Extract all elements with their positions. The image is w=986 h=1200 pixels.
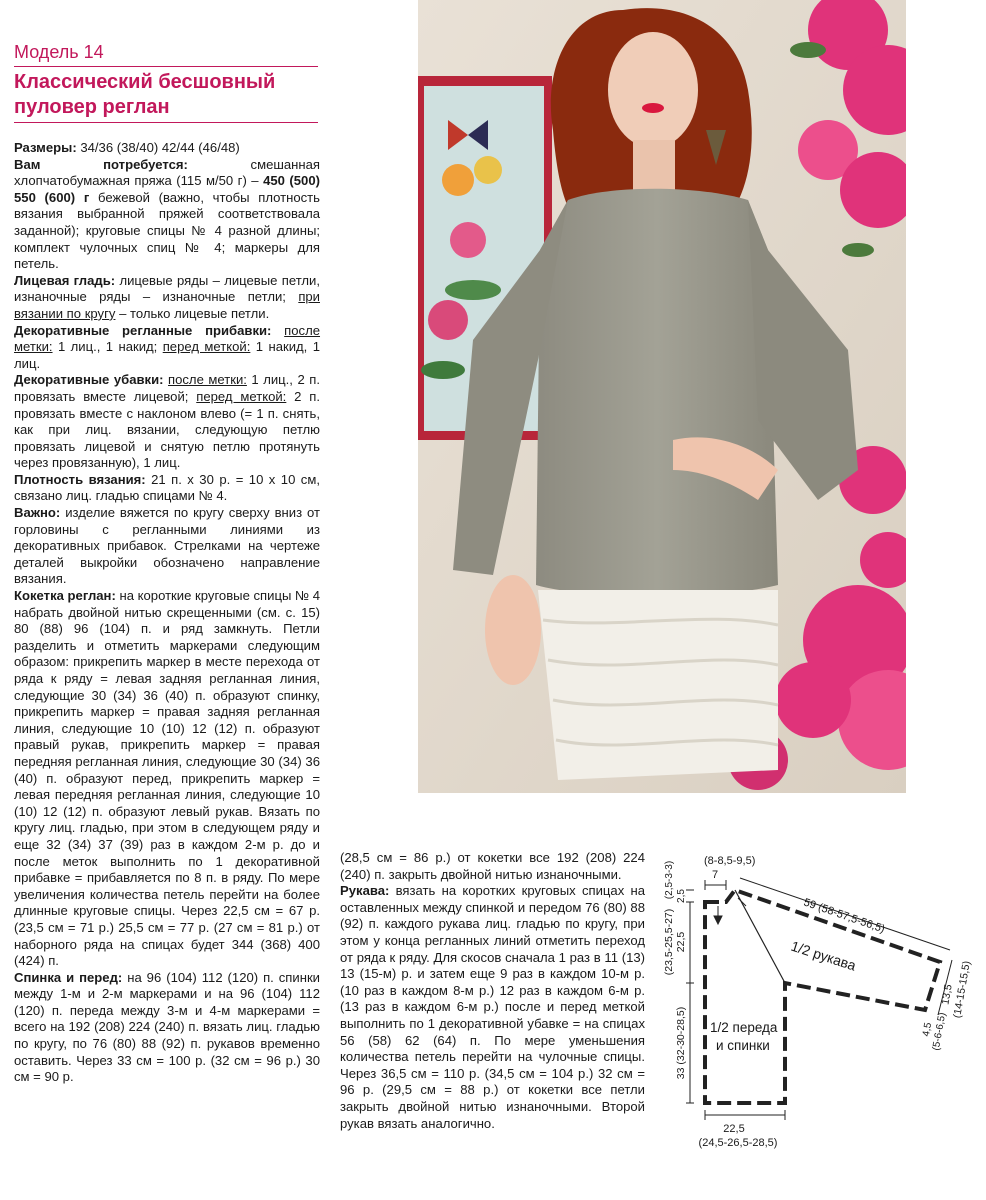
important-value: изделие вяжется по кругу сверху вниз от горловины с регланными линиями из декоративных прибавок. Стрелками на чертеже деталей выкройки обозначено направление вязания.: [14, 505, 320, 587]
decreases-label: Декоративные убавки:: [14, 372, 164, 388]
instructions-column-2: [340, 850, 645, 1132]
sizes-label: Размеры:: [14, 140, 77, 155]
increases-paragraph: [14, 323, 320, 373]
top-depth: 2,5: [676, 889, 687, 903]
gauge-label: Плотность вязания:: [14, 471, 146, 487]
title-line-2: пуловер реглан: [14, 96, 170, 118]
title-line-1: Классический бесшовный: [14, 71, 276, 93]
instructions-column-1: [14, 140, 320, 1086]
neck-width-alt: (8-8,5-9,5): [704, 855, 756, 867]
body-paragraph: [14, 970, 320, 1086]
model-photo-illustration: [418, 0, 906, 793]
body-label-line-2: и спинки: [716, 1038, 770, 1053]
body-value: на 96 (104) 112 (120) п. спинки между 1-м и 2-м маркерами и на 96 (104) 112 (120) п. переда между 3-м и 4-м маркерами = всего на 192 (208) 224 (240) п. вязать лиц. гладью по кругу, по 76 (80) 88 (92) п. рукавов временно оставить. Через 33 см = 100 р. (32 см = 96 р.) 30 см = 90 р.: [14, 969, 320, 1085]
stockinette-text-b: – только лицевые петли.: [115, 305, 270, 321]
body-continued-paragraph: [340, 850, 645, 883]
sleeves-paragraph: [340, 883, 645, 1132]
materials-label: Вам потребуется:: [14, 156, 188, 172]
model-photo: [418, 0, 906, 793]
decreases-paragraph: [14, 372, 320, 472]
gauge-paragraph: [14, 472, 320, 505]
sleeves-value: вязать на коротких круговых спицах на оставленных между спинкой и передом 76 (80) 88 (92) п. каждого рукава лиц. гладью по кругу, при этом у конца регланных линий отметить переход от ряда к ряду. Для скосов сначала 1 раз в 11 (13) 13 (15-м) р. и затем еще 9 раз в каждом 10-м р. (10 раз в каждом 8-м р.) 12 раз в каждом 6-м р. (13 раз в каждом 6-м р.) после и перед меткой выполнить по 1 декоративной убавке = на спицах 56 (58) 62 (64) п. По мере уменьшения количества петель перейти на чулочные спицы. Через 36,5 см = 110 р. (34,5 см = 104 р.) 32 см = 96 р. (29,5 см = 88 р.) от кокетки все петли закрыть двойной нитью изнаночными. Второй рукав вязать аналогично.: [340, 883, 645, 1131]
title-rule-top: [14, 66, 318, 67]
sizes-value: 34/36 (38/40) 42/44 (46/48): [76, 140, 240, 155]
sleeves-label: Рукава:: [340, 883, 390, 899]
yoke-label: Кокетка реглан:: [14, 588, 116, 604]
important-paragraph: [14, 505, 320, 588]
body-continued-text: (28,5 см = 86 р.) от кокетки все 192 (208) 224 (240) п. закрыть двойной нитью изнаночными.: [340, 850, 645, 882]
increases-text-a: 1 лиц., 1 накид;: [52, 339, 163, 355]
top-depth-alt: (2,5-3-3): [664, 860, 675, 900]
cuff-width: 13,5: [939, 983, 955, 1006]
sizes-paragraph: [14, 140, 320, 157]
cuff-width-alt: (14-15-15,5): [951, 959, 973, 1019]
materials-text-a: смешанная хлопчатобумажная пряжа (115 м/50 г) –: [14, 156, 320, 189]
bottom-width: 22,5: [723, 1123, 745, 1135]
body-label-line-1: 1/2 переда: [710, 1020, 778, 1035]
decreases-before-marker: перед меткой:: [196, 388, 287, 404]
sleeve-label: 1/2 рукава: [789, 937, 858, 974]
body-label: Спинка и перед:: [14, 969, 123, 985]
materials-paragraph: [14, 157, 320, 273]
raglan-depth-alt: (23,5-25,5-27): [663, 908, 675, 976]
neck-width: 7: [712, 869, 719, 881]
pattern-outline: [705, 890, 940, 1103]
body-length: 33 (32-30-28,5): [675, 1006, 687, 1080]
schematic-diagram: [660, 850, 980, 1150]
increases-label: Декоративные регланные прибавки:: [14, 322, 272, 338]
stockinette-text-a: лицевые ряды – лицевые петли, изнаночные ряды – изнаночные петли;: [14, 272, 320, 305]
stockinette-label: Лицевая гладь:: [14, 272, 116, 288]
cuff-side: 4,5: [920, 1021, 935, 1038]
raglan-depth: 22,5: [675, 931, 687, 953]
yoke-value: на короткие круговые спицы № 4 набрать двойной нитью скрещенными (см. с. 15) 80 (88) 96 (104) п. и ряд замкнуть. Петли разделить и отметить маркерами следующим образом: прикрепить маркер в месте перехода от ряда к ряду = левая задняя регланная линия, следующие 30 (34) 36 (40) п. образуют спинку, прикрепить маркер = правая задняя регланная линия, следующие 10 (10) 12 (12) п. образуют правый рукав, прикрепить маркер = правая передняя регланная линия, следующие 30 (34) 36 (40) п. образуют перед, прикрепить маркер = левая передняя регланная линия, следующие 10 (10) 12 (12) п. образуют левый рукав. Вязать по кругу лиц. гладью, при этом в следующем ряду и еще 32 (34) 37 (39) раз в каждом 2-м р. до и после меток выполнить по 1 декоративной прибавке = прибавляется по 8 п. в ряду. По мере увеличения количества петель перейти на более длинные круговые спицы. Через 22,5 см = 67 р. (23,5 см = 71 р.) 25,5 см = 77 р. (27 см = 81 р.) от наборного ряда на спицах будет 344 (368) 400 (424) п.: [14, 588, 320, 969]
decreases-text-b: 2 п. провязать вместе с наклоном влево (= 1 п. снять, как при лиц. вязании, следующую петлю провязать лицевой и снятую петлю протянуть через провязанную), 1 лиц.: [14, 388, 320, 471]
gauge-value: 21 п. х 30 р. = 10 х 10 см, связано лиц. гладью спицами № 4.: [14, 471, 320, 504]
decreases-after-marker: после метки:: [168, 372, 247, 388]
bottom-width-alt: (24,5-26,5-28,5): [698, 1137, 778, 1149]
stockinette-paragraph: [14, 273, 320, 323]
yoke-paragraph: [14, 588, 320, 970]
title-rule-bottom: [14, 122, 318, 123]
stockinette-round-note: при вязании по кругу: [14, 289, 320, 321]
materials-text-b: бежевой (важно, чтобы плотность вязания выбранной пряжей соответствовала заданной); круговые спицы № 4 разной длины; комплект чулочных спиц № 4; маркеры для петель.: [14, 189, 320, 272]
increases-after-marker: после метки:: [14, 322, 321, 355]
important-label: Важно:: [14, 505, 61, 521]
model-number: Модель 14: [14, 42, 104, 62]
materials-yarn-amount: 450 (500) 550 (600) г: [14, 173, 320, 205]
increases-before-marker: перед меткой:: [162, 339, 251, 355]
cuff-side-alt: (5-6-6,5): [930, 1011, 949, 1052]
decreases-text-a: 1 лиц., 2 п. провязать вместе лицевой;: [14, 372, 320, 404]
page-title: [14, 70, 324, 120]
increases-text-b: 1 накид, 1 лиц.: [14, 339, 320, 371]
raglan-sleeve-length: 59 (58-57,5-56,5): [802, 896, 887, 936]
